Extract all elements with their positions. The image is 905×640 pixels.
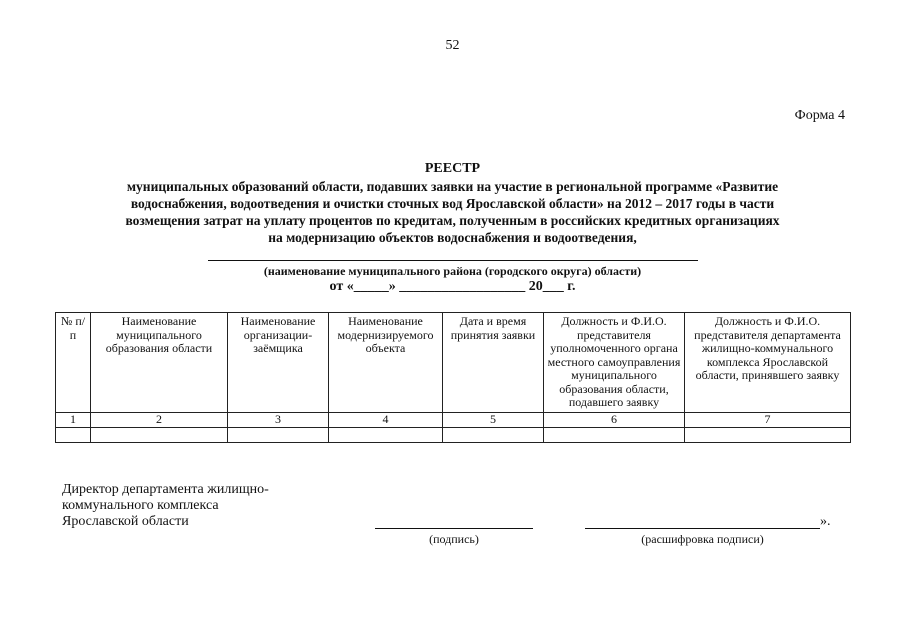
title-reestr: РЕЕСТР bbox=[424, 161, 481, 176]
column-number-row bbox=[56, 412, 851, 427]
title-line: муниципальных образований области, подавших заявки на участие в региональной программе «Развитие bbox=[126, 179, 779, 194]
column-number: 5 bbox=[443, 412, 544, 427]
title-line: водоснабжения, водоотведения и очистки сточных вод Ярославской области» на 2012 – 2017 годы в части bbox=[130, 196, 775, 211]
signature-caption: (подпись) bbox=[429, 532, 479, 546]
signatory-title bbox=[62, 482, 269, 530]
table-cell bbox=[443, 427, 544, 442]
header-local-representative: Должность и Ф.И.О. представителя уполномоченного органа местного самоуправления муниципального образования области, подавшего заявку bbox=[544, 313, 685, 413]
header-department-representative: Должность и Ф.И.О. представителя департамента жилищно-коммунального комплекса Ярославской области, принявшего заявку bbox=[685, 313, 851, 413]
table-cell bbox=[685, 427, 851, 442]
header-datetime: Дата и время принятия заявки bbox=[443, 313, 544, 413]
title-line: возмещения затрат на уплату процентов по кредитам, полученным в российских кредитных организациях bbox=[125, 213, 780, 228]
registry-table bbox=[55, 312, 851, 443]
table-cell bbox=[544, 427, 685, 442]
table-cell bbox=[91, 427, 228, 442]
closing-quote-mark: ». bbox=[820, 514, 831, 529]
header-municipality: Наименование муниципального образования области bbox=[91, 313, 228, 413]
signatory-line: Ярославской области bbox=[62, 514, 189, 529]
column-number: 7 bbox=[685, 412, 851, 427]
table-header-row bbox=[56, 313, 851, 413]
district-caption: (наименование муниципального района (городского округа) области) bbox=[263, 264, 642, 278]
signature-decode-line bbox=[585, 528, 820, 529]
signatory-line: Директор департамента жилищно- bbox=[62, 482, 269, 497]
header-borrower: Наименование организации-заёмщика bbox=[228, 313, 329, 413]
column-number: 4 bbox=[329, 412, 443, 427]
signatory-line: коммунального комплекса bbox=[62, 498, 219, 513]
column-number: 1 bbox=[56, 412, 91, 427]
title-line: на модернизацию объектов водоснабжения и водоотведения, bbox=[268, 230, 637, 245]
district-name-line bbox=[208, 260, 698, 261]
column-number: 6 bbox=[544, 412, 685, 427]
page-number: 52 bbox=[445, 38, 460, 53]
date-line: от «_____» __________________ 20___ г. bbox=[329, 279, 576, 294]
form-label: Форма 4 bbox=[794, 108, 845, 123]
signature-decode-caption: (расшифровка подписи) bbox=[641, 532, 764, 546]
table-cell bbox=[228, 427, 329, 442]
header-object: Наименование модернизируемого объекта bbox=[329, 313, 443, 413]
table-cell bbox=[329, 427, 443, 442]
table-cell bbox=[56, 427, 91, 442]
column-number: 3 bbox=[228, 412, 329, 427]
document-title bbox=[70, 160, 835, 246]
signature-line bbox=[375, 528, 533, 529]
table-row bbox=[56, 427, 851, 442]
header-number: № п/п bbox=[56, 313, 91, 413]
column-number: 2 bbox=[91, 412, 228, 427]
